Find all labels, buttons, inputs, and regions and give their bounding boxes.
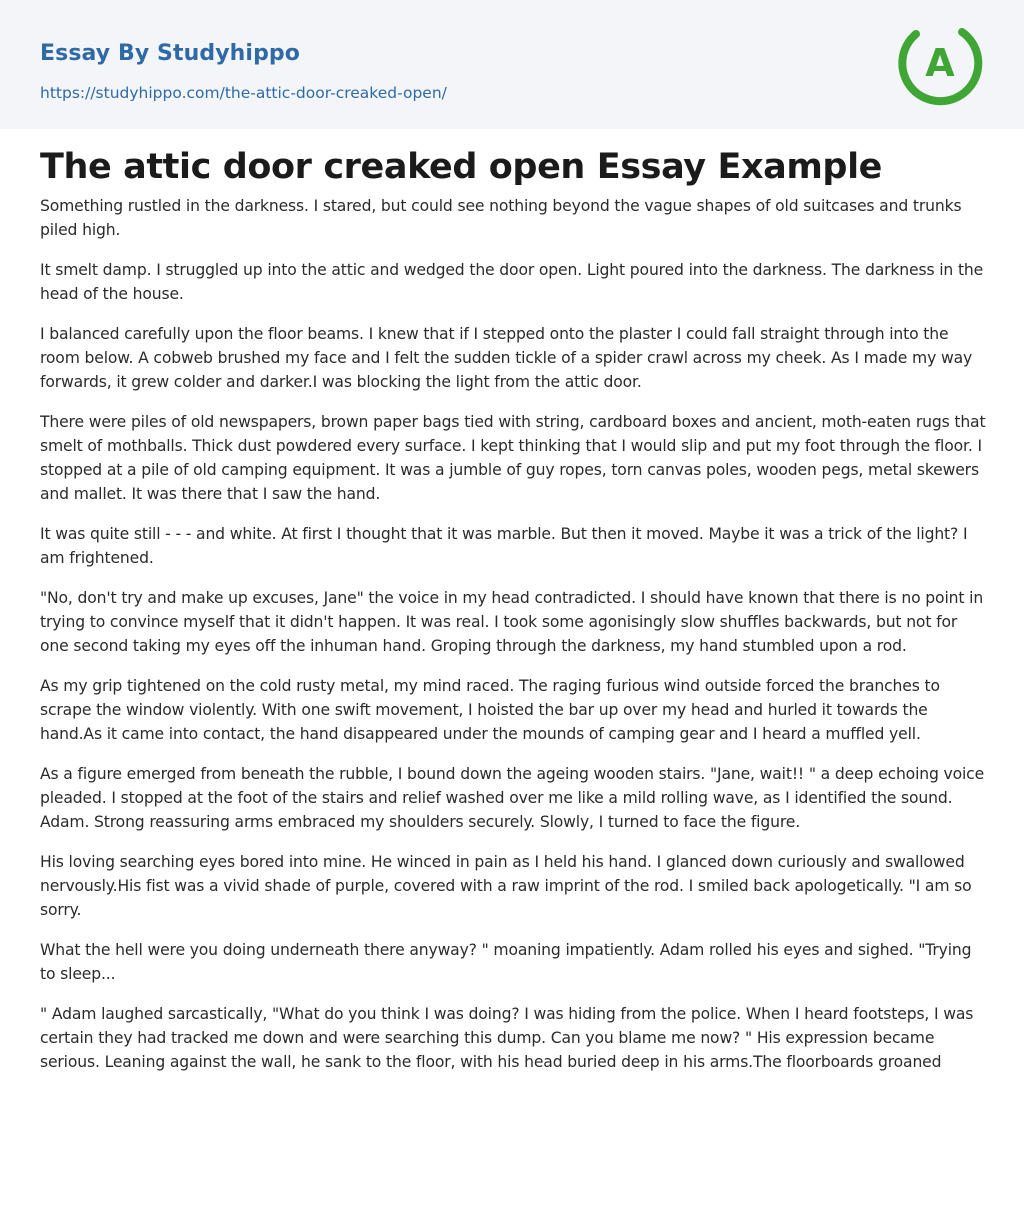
- essay-paragraph: What the hell were you doing underneath there anyway? " moaning impatiently. Adam rolled his eyes and sighed. "Trying to sleep...: [40, 941, 972, 983]
- logo-letter: A: [925, 41, 955, 85]
- essay-paragraph: As my grip tightened on the cold rusty metal, my mind raced. The raging furious wind outside forced the branches to scrape the window violently. With one swift movement, I hoisted the bar up over my head and hurled it towards the hand.As it came into contact, the hand disappeared under the mounds of camping gear and I heard a muffled yell.: [40, 677, 940, 743]
- essay-paragraph: His loving searching eyes bored into mine. He winced in pain as I held his hand. I glanced down curiously and swallowed nervously.His fist was a vivid shade of purple, covered with a raw imprint of the rod. I smiled back apologetically. "I am so sorry.: [40, 853, 972, 919]
- essay-body: [40, 194, 986, 1090]
- essay-paragraph: Something rustled in the darkness. I stared, but could see nothing beyond the vague shapes of old suitcases and trunks piled high.: [40, 197, 962, 239]
- essay-paragraph: There were piles of old newspapers, brown paper bags tied with string, cardboard boxes and ancient, moth-eaten rugs that smelt of mothballs. Thick dust powdered every surface. I kept thinking that I would slip and put my foot through the floor. I stopped at a pile of old camping equipment. It was a jumble of guy ropes, torn canvas poles, wooden pegs, metal skewers and mallet. It was there that I saw the hand.: [40, 413, 986, 503]
- studyhippo-logo-icon[interactable]: [896, 18, 988, 106]
- essay-paragraph: " Adam laughed sarcastically, "What do you think I was doing? I was hiding from the police. When I heard footsteps, I was certain they had tracked me down and were searching this dump. Can you blame me now? " His expression became serious. Leaning against the wall, he sank to the floor, with his head buried deep in his arms.The floorboards groaned: [40, 1005, 974, 1071]
- essay-paragraph: As a figure emerged from beneath the rubble, I bound down the ageing wooden stairs. "Jane, wait!! " a deep echoing voice pleaded. I stopped at the foot of the stairs and relief washed over me like a mild rolling wave, as I identified the sound. Adam. Strong reassuring arms embraced my shoulders securely. Slowly, I turned to face the figure.: [40, 765, 985, 831]
- essay-title: The attic door creaked open Essay Example: [40, 147, 883, 187]
- essay-paragraph: "No, don't try and make up excuses, Jane" the voice in my head contradicted. I should have known that there is no point in trying to convince myself that it didn't happen. It was real. I took some agonisingly slow shuffles backwards, but not for one second taking my eyes off the inhuman hand. Groping through the darkness, my hand stumbled upon a rod.: [40, 589, 984, 655]
- essay-paragraph: I balanced carefully upon the floor beams. I knew that if I stepped onto the plaster I could fall straight through into the room below. A cobweb brushed my face and I felt the sudden tickle of a spider crawl across my cheek. As I made my way forwards, it grew colder and darker.I was blocking the light from the attic door.: [40, 325, 973, 391]
- essay-paragraph: It smelt damp. I struggled up into the attic and wedged the door open. Light poured into the darkness. The darkness in the head of the house.: [40, 261, 984, 303]
- site-header: [0, 0, 1024, 129]
- essay-url-link[interactable]: https://studyhippo.com/the-attic-door-creaked-open/: [40, 84, 447, 102]
- essay-paragraph: It was quite still - - - and white. At first I thought that it was marble. But then it moved. Maybe it was a trick of the light? I am frightened.: [40, 525, 968, 567]
- brand-title[interactable]: Essay By Studyhippo: [40, 41, 300, 66]
